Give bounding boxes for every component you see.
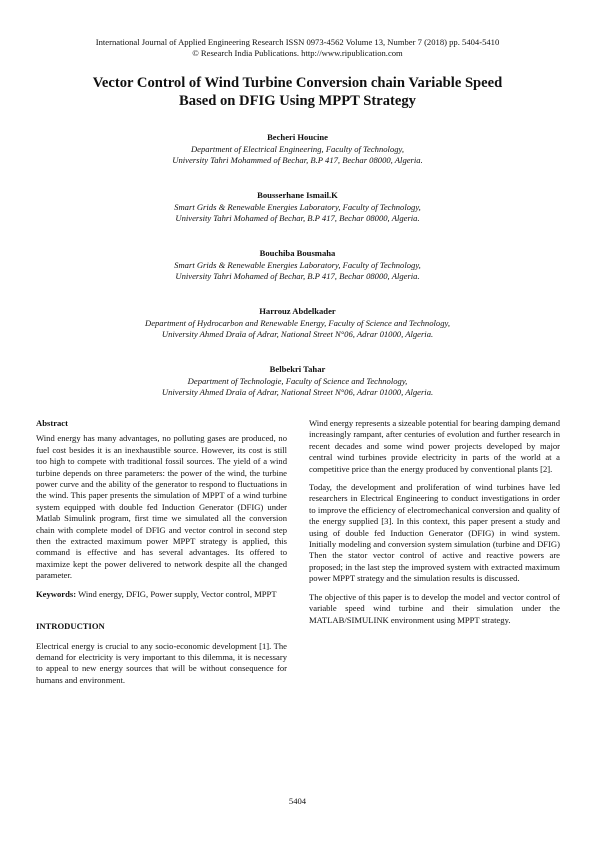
keywords [36,589,287,600]
paper-title-line2: Based on DFIG Using MPPT Strategy [179,93,416,109]
journal-header-line2: © Research India Publications. http://www.ripublication.com [192,48,403,58]
paper-title-line1: Vector Control of Wind Turbine Conversion chain Variable Speed [92,75,503,91]
author-affiliation: Smart Grids & Renewable Energies Laboratory, Faculty of Technology, [174,259,421,270]
intro-paragraph: Today, the development and proliferation of wind turbines have led researchers in Electrical Engineering to conduct investigations in order to improve the efficiency of electromechanical conversion and quality of the energy supplied [3]. In this context, this paper present a study and using of double fed Induction Generator (DFIG) in wind system. Initially modeling and conversion system simulation (turbine and DFIG) Then the stator vector control of active and reactive powers are proposed; in the last step the improved system with extracted maximum power MPPT strategy and the simulation results is discussed. [309,482,560,584]
author-affiliation: University Tahri Mohamed of Bechar, B.P 417, Bechar 08000, Algeria. [175,213,420,223]
author-affiliation: University Tahri Mohamed of Bechar, B.P 417, Bechar 08000, Algeria. [175,271,420,281]
author-name: Belbekri Tahar [269,364,326,374]
author-block-3 [30,248,565,283]
page-number: 5404 [288,796,307,806]
left-column [36,418,287,693]
intro-paragraph: Wind energy represents a sizeable potential for bearing damping demand increasingly rampant, after centuries of evolution and further research in recent decades and some wind power projects developed by major central wind turbines provide electricity in parts of the world at a competitive price than the energy produced by conventional plants [2]. [309,418,560,474]
abstract-heading: Abstract [36,418,68,428]
author-affiliation: University Tahri Mohammed of Bechar, B.P 417, Bechar 08000, Algeria. [172,155,423,165]
author-block-2 [30,190,565,225]
author-block-4 [30,306,565,341]
author-affiliation: University Ahmed Draïa of Adrar, National Street N°06, Adrar 01000, Algeria. [161,387,434,397]
journal-header-line1: International Journal of Applied Engineering Research ISSN 0973-4562 Volume 13, Number 7 (2018) pp. 5404-5410 [95,37,500,47]
paper-title [40,74,555,110]
abstract-text: Wind energy has many advantages, no polluting gases are produced, no fuel cost besides it is an inexhaustible source. However, its cost is still too high to compete with traditional fossil sources. The yield of a wind turbine depends on three parameters: the power of the wind, the turbine power curve and the ability of the generator to respond to fluctuations in the wind. This paper presents the simulation of MPPT of a wind turbine system equipped with double fed Induction Generator (DFIG) under Matlab Simulink program, first time we simulated all the conversion chain with complete model of DFIG and vector control in second step then the extracted maximum power MPPT strategy is applied, this command is effective and has several advantages. Its offered to maximize kept the power delivered to network despite all the changed parameter. [36,433,287,581]
right-column [309,418,560,633]
author-name: Bousserhane Ismail.K [257,190,338,200]
author-name: Harrouz Abdelkader [259,306,336,316]
author-affiliation: University Ahmed Draïa of Adrar, National Street N°06, Adrar 01000, Algeria. [161,329,434,339]
author-block-5 [30,364,565,399]
author-affiliation: Department of Electrical Engineering, Faculty of Technology, [190,143,405,154]
author-name: Becheri Houcine [267,132,328,142]
author-affiliation: Smart Grids & Renewable Energies Laboratory, Faculty of Technology, [174,201,421,212]
keywords-label: Keywords: [36,588,77,599]
author-block-1 [30,132,565,167]
author-affiliation: Department of Hydrocarbon and Renewable Energy, Faculty of Science and Technology, [144,317,450,328]
keywords-text: Wind energy, DFIG, Power supply, Vector control, MPPT [76,588,277,599]
introduction-paragraph: Electrical energy is crucial to any socio-economic development [1]. The demand for electricity is very important to this dilemma, it is necessary to appeal to new energy sources that will be without consequence for humans and environment. [36,640,287,685]
author-name: Bouchiba Bousmaha [259,248,336,258]
intro-paragraph: The objective of this paper is to develop the model and vector control of variable speed wind turbine and their simulation under the MATLAB/SIMULINK environment using MPPT strategy. [309,591,560,625]
author-affiliation: Department of Technologie, Faculty of Science and Technology, [187,375,408,386]
introduction-heading: INTRODUCTION [36,621,105,632]
